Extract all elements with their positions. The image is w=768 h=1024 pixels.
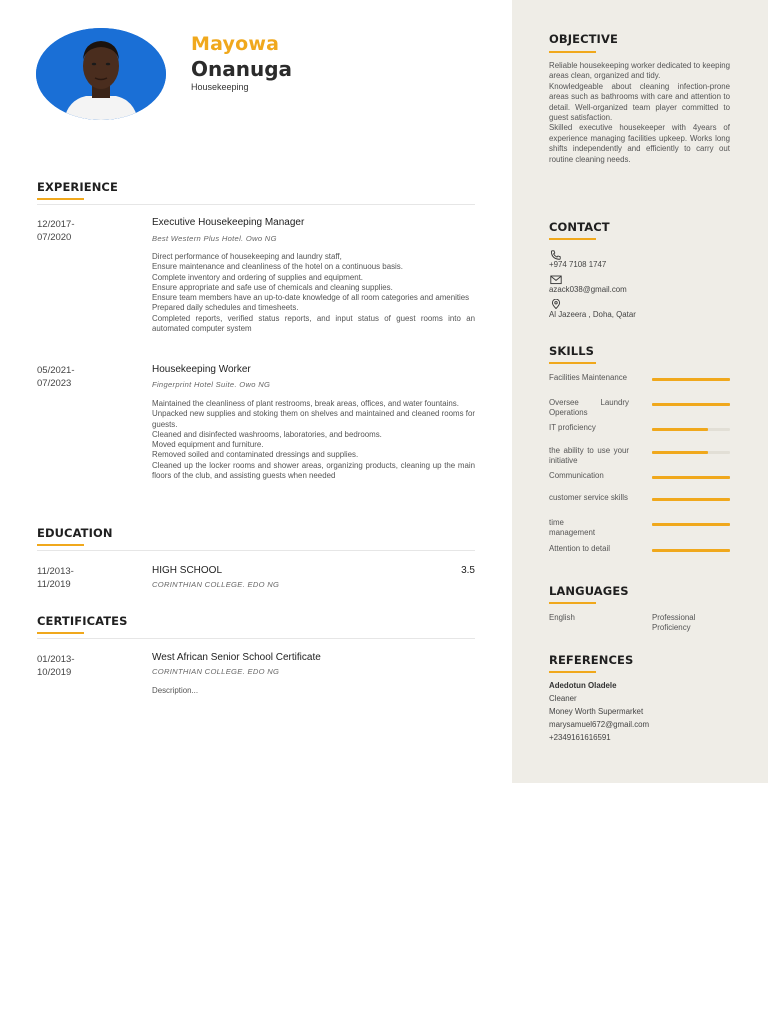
skills-heading: SKILLS: [549, 344, 595, 358]
education-school: CORINTHIAN COLLEGE. EDO NG: [152, 580, 280, 589]
skill-bar: [652, 403, 730, 406]
certificate-issuer: CORINTHIAN COLLEGE. EDO NG: [152, 667, 280, 676]
contact-underline: [549, 238, 596, 240]
skills-underline: [549, 362, 596, 364]
last-name: Onanuga: [191, 57, 293, 81]
skill-bar: [652, 451, 730, 454]
experience-company: Fingerprint Hotel Suite. Owo NG: [152, 380, 271, 389]
skill-name: Facilities Maintenance: [549, 373, 628, 382]
contact-heading: CONTACT: [549, 220, 610, 234]
languages-heading: LANGUAGES: [549, 584, 629, 598]
first-name: Mayowa: [191, 33, 280, 55]
skill-bar: [652, 523, 730, 526]
certificate-description: Description...: [152, 686, 199, 695]
certificates-underline: [37, 632, 84, 634]
certificate-date: 01/2013- 10/2019: [37, 654, 75, 678]
objective-text: Reliable housekeeping worker dedicated to keeping areas clean, organized and tidy. Knowledgeable about cleaning infection-prone areas such as bathrooms with care and attention to detail. Well-organized team player committed to guest satisfaction. Skilled executive housekeeper with 4years of experience managing facilities upkeep. Works long shifts independently and efficiently to carry out routine cleaning needs.: [549, 61, 730, 164]
experience-date: 12/2017- 07/2020: [37, 219, 75, 243]
education-date: 11/2013- 11/2019: [37, 566, 74, 590]
contact-phone: +974 7108 1747: [549, 260, 607, 269]
education-underline: [37, 544, 84, 546]
references-heading: REFERENCES: [549, 653, 634, 667]
skill-bar: [652, 498, 730, 501]
objective-heading: OBJECTIVE: [549, 32, 618, 46]
divider: [37, 638, 475, 639]
experience-position: Housekeeping Worker: [152, 364, 251, 375]
reference-company: Money Worth Supermarket: [549, 707, 644, 716]
certificates-heading: CERTIFICATES: [37, 614, 128, 628]
language-level: Professional Proficiency: [652, 613, 696, 633]
divider: [37, 204, 475, 205]
skill-bar: [652, 549, 730, 552]
education-heading: EDUCATION: [37, 526, 113, 540]
skill-name: customer service skills: [549, 493, 628, 502]
experience-position: Executive Housekeeping Manager: [152, 217, 305, 228]
envelope-icon: [550, 275, 562, 285]
experience-company: Best Western Plus Hotel. Owo NG: [152, 234, 277, 243]
skill-name: the ability to use your initiative: [549, 446, 629, 466]
skill-bar: [652, 378, 730, 381]
experience-date: 05/2021- 07/2023: [37, 365, 75, 389]
skill-bar: [652, 476, 730, 479]
contact-address: Al Jazeera , Doha, Qatar: [549, 310, 636, 319]
contact-email: azack038@gmail.com: [549, 285, 627, 294]
language-name: English: [549, 613, 575, 622]
certificate-name: West African Senior School Certificate: [152, 652, 321, 663]
objective-underline: [549, 51, 596, 53]
phone-icon: [550, 250, 562, 260]
skill-bar: [652, 428, 730, 431]
map-pin-icon: [550, 299, 562, 309]
reference-phone: +2349161616591: [549, 733, 611, 742]
experience-description: Direct performance of housekeeping and laundry staff, Ensure maintenance and cleanliness of the hotel on a continuous basis. Complete inventory and ordering of supplies and equipment. Ensure appropriate and safe use of chemicals and cleaning supplies. Ensure team members have an up-to-date knowledge of all room categories and amenities Prepared daily schedules and timesheets. Completed reports, verified status reports, and input status of guest rooms into an automated computer system: [152, 252, 475, 334]
reference-role: Cleaner: [549, 694, 577, 703]
reference-name: Adedotun Oladele: [549, 681, 617, 690]
experience-underline: [37, 198, 84, 200]
skill-name: time management: [549, 518, 596, 538]
experience-heading: EXPERIENCE: [37, 180, 118, 194]
skill-name: IT proficiency: [549, 423, 596, 432]
languages-underline: [549, 602, 596, 604]
experience-description: Maintained the cleanliness of plant restrooms, break areas, offices, and water fountains. Unpacked new supplies and stoking them on shelves and maintained and cleaned rooms for guests. Cleaned and disinfected washrooms, laboratories, and bedrooms. Moved equipment and furniture. Removed soiled and contaminated dressings and supplies. Cleaned up the locker rooms and shower areas, organizing products, cleaning up the main floors of the club, and assisting guests when needed: [152, 399, 475, 481]
education-score: 3.5: [461, 565, 475, 576]
skill-name: Attention to detail: [549, 544, 610, 553]
education-degree: HIGH SCHOOL: [152, 565, 223, 576]
divider: [37, 550, 475, 551]
skill-name: Communication: [549, 471, 604, 480]
reference-email: marysamuel672@gmail.com: [549, 720, 650, 729]
references-underline: [549, 671, 596, 673]
profile-photo: [36, 28, 166, 120]
job-title: Housekeeping: [191, 82, 249, 92]
skill-name: Oversee Laundry Operations: [549, 398, 629, 418]
